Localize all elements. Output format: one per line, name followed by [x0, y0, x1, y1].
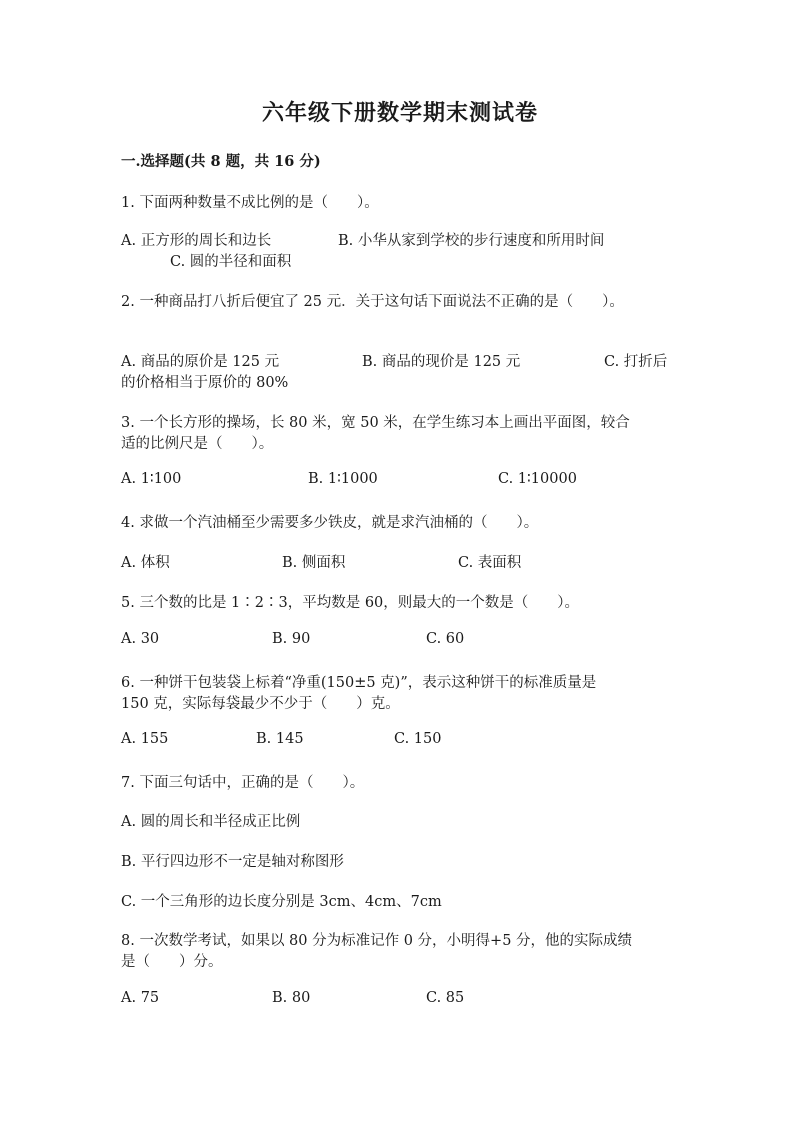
- question-4-option-c: C. 表面积: [458, 555, 522, 571]
- question-1-option-a: A. 正方形的周长和边长: [121, 233, 272, 249]
- question-6-text-line2: 150 克，实际每袋最少不少于（ ）克。: [121, 696, 400, 712]
- question-2-option-c-continued: 的价格相当于原价的 80%: [121, 375, 289, 391]
- question-6-option-a: A. 155: [121, 731, 169, 747]
- question-8-option-b: B. 80: [272, 990, 311, 1006]
- question-4-option-a: A. 体积: [121, 555, 170, 571]
- page-title: 六年级下册数学期末测试卷: [261, 100, 538, 126]
- question-8-text-line2: 是（ ）分。: [121, 954, 223, 970]
- question-5-option-c: C. 60: [426, 631, 465, 647]
- question-7-option-a: A. 圆的周长和半径成正比例: [121, 814, 301, 830]
- question-3-option-b: B. 1∶1000: [308, 471, 378, 487]
- question-2-option-b: B. 商品的现价是 125 元: [362, 354, 521, 370]
- question-3-text-line2: 适的比例尺是（ ）。: [121, 436, 274, 452]
- question-5-option-b: B. 90: [272, 631, 311, 647]
- question-8-text-line1: 8. 一次数学考试，如果以 80 分为标准记作 0 分，小明得+5 分，他的实际成绩: [121, 933, 633, 949]
- question-1-text: 1. 下面两种数量不成比例的是（ ）。: [121, 195, 379, 211]
- question-6-text-line1: 6. 一种饼干包装袋上标着“净重(150±5 克)”，表示这种饼干的标准质量是: [121, 675, 597, 691]
- question-2-text: 2. 一种商品打八折后便宜了 25 元．关于这句话下面说法不正确的是（ ）。: [121, 294, 624, 310]
- question-4-option-b: B. 侧面积: [282, 555, 346, 571]
- question-1-option-c: C. 圆的半径和面积: [170, 254, 292, 270]
- question-3-option-a: A. 1∶100: [121, 471, 182, 487]
- question-6-option-b: B. 145: [256, 731, 304, 747]
- question-6-option-c: C. 150: [394, 731, 442, 747]
- question-7-option-c: C. 一个三角形的边长度分别是 3cm、4cm、7cm: [121, 894, 442, 910]
- question-2-option-a: A. 商品的原价是 125 元: [121, 354, 280, 370]
- question-2-option-c: C. 打折后: [604, 354, 668, 370]
- question-7-text: 7. 下面三句话中，正确的是（ ）。: [121, 775, 365, 791]
- question-3-option-c: C. 1∶10000: [498, 471, 577, 487]
- question-3-text-line1: 3. 一个长方形的操场，长 80 米，宽 50 米，在学生练习本上画出平面图，较合: [121, 415, 630, 431]
- question-7-option-b: B. 平行四边形不一定是轴对称图形: [121, 854, 344, 870]
- question-5-option-a: A. 30: [121, 631, 160, 647]
- question-5-text: 5. 三个数的比是 1∶2∶3，平均数是 60，则最大的一个数是（ ）。: [121, 595, 580, 611]
- section-heading: 一.选择题(共 8 题，共 16 分): [121, 153, 321, 170]
- question-8-option-a: A. 75: [121, 990, 160, 1006]
- question-8-option-c: C. 85: [426, 990, 465, 1006]
- question-4-text: 4. 求做一个汽油桶至少需要多少铁皮，就是求汽油桶的（ ）。: [121, 515, 539, 531]
- question-1-option-b: B. 小华从家到学校的步行速度和所用时间: [338, 233, 605, 249]
